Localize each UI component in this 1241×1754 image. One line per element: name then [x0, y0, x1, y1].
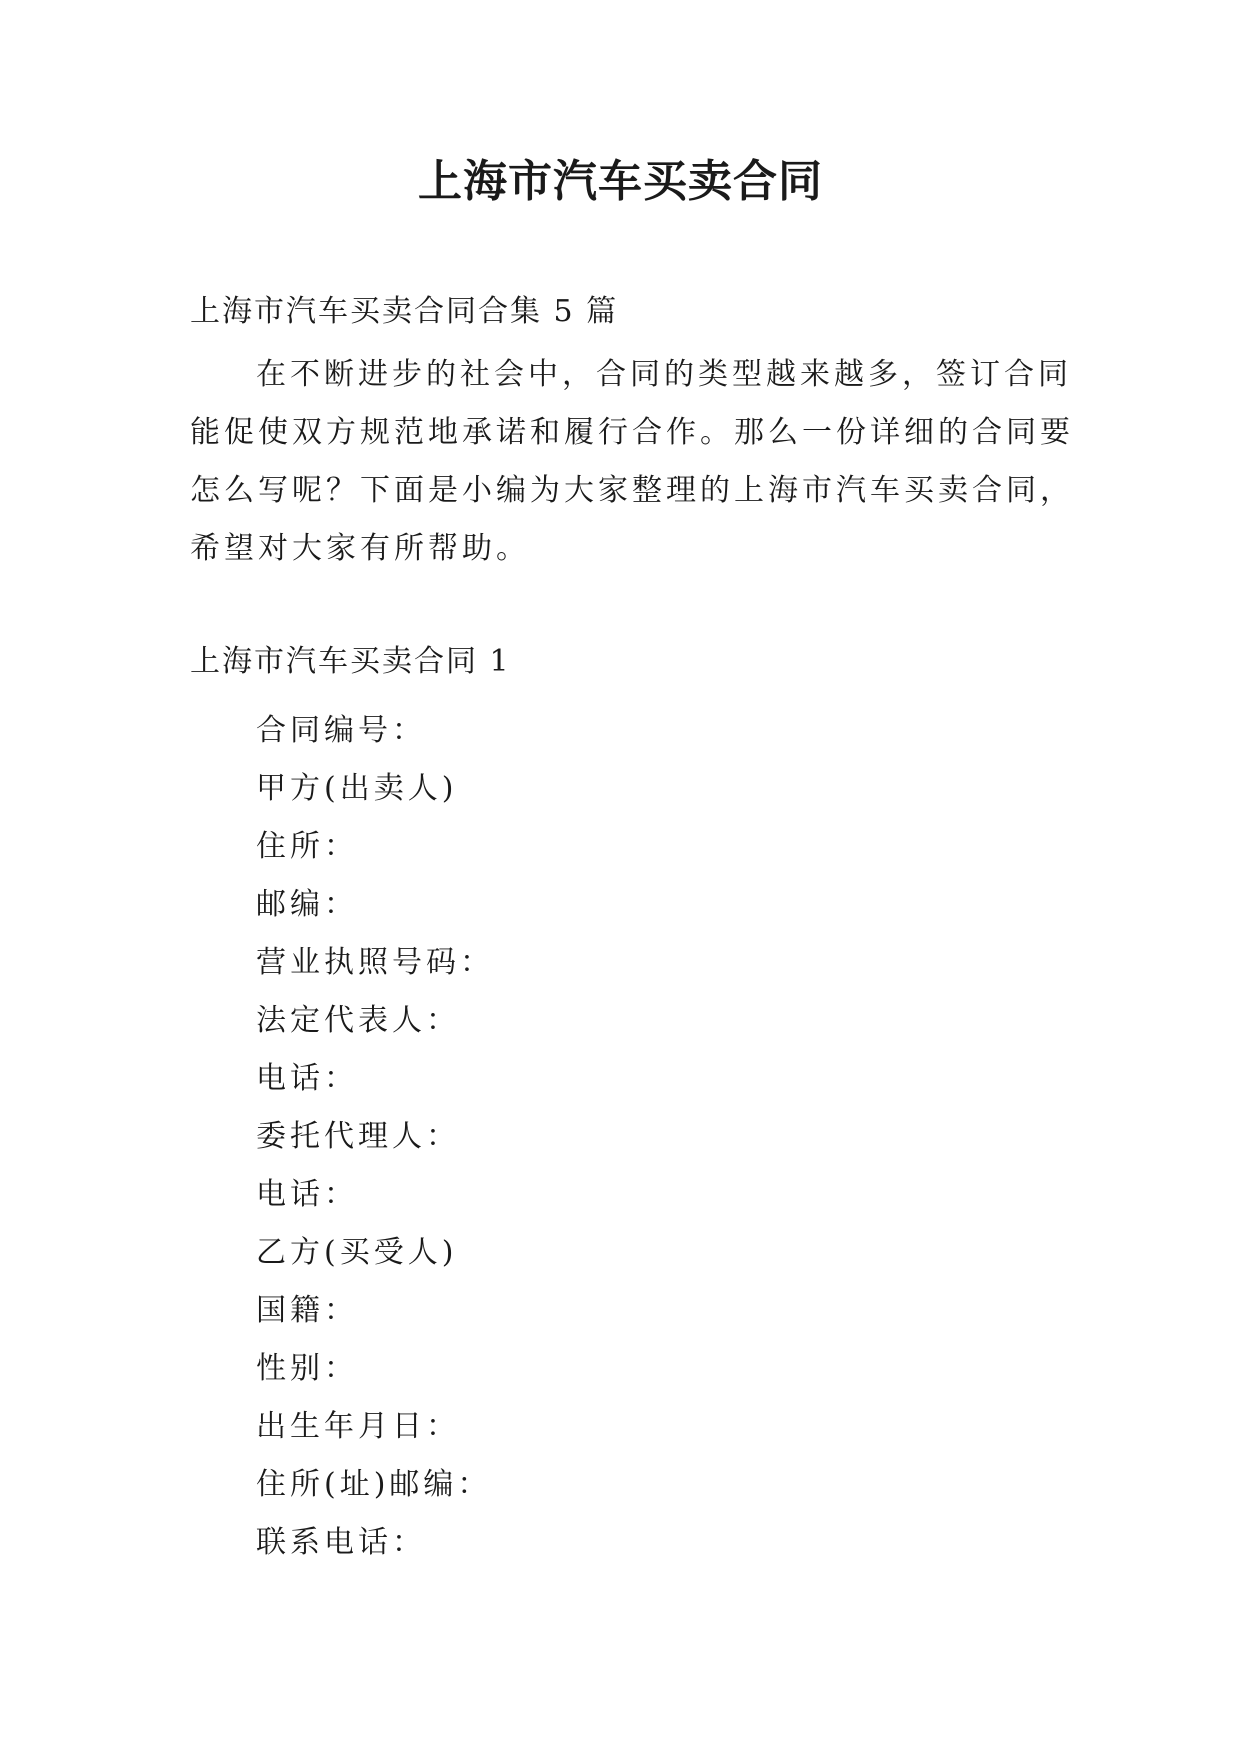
- field-agent-phone: 电话：: [256, 1177, 358, 1212]
- field-nationality: 国籍：: [256, 1293, 358, 1328]
- document-subtitle: 上海市汽车买卖合同合集 5 篇: [190, 294, 619, 329]
- section-heading: 上海市汽车买卖合同 1: [190, 644, 511, 679]
- field-agent: 委托代理人：: [256, 1119, 460, 1154]
- field-gender: 性别：: [256, 1351, 358, 1386]
- field-business-license: 营业执照号码：: [256, 945, 494, 980]
- field-phone: 电话：: [256, 1061, 358, 1096]
- intro-line: 能促使双方规范地承诺和履行合作。那么一份详细的合同要: [190, 415, 1074, 450]
- contract-field-list: [256, 702, 956, 1572]
- intro-paragraph: [190, 346, 1074, 578]
- field-postcode: 邮编：: [256, 887, 358, 922]
- field-address: 住所：: [256, 829, 358, 864]
- intro-line: 希望对大家有所帮助。: [190, 531, 530, 566]
- field-legal-representative: 法定代表人：: [256, 1003, 460, 1038]
- field-party-a: 甲方(出卖人): [256, 771, 458, 806]
- intro-line: 在不断进步的社会中，合同的类型越来越多，签订合同: [256, 357, 1072, 392]
- intro-line: 怎么写呢？下面是小编为大家整理的上海市汽车买卖合同，: [190, 473, 1074, 508]
- field-party-b: 乙方(买受人): [256, 1235, 458, 1270]
- field-contact-phone: 联系电话：: [256, 1525, 426, 1560]
- field-residence-postcode: 住所(址)邮编：: [256, 1467, 492, 1502]
- field-birth-date: 出生年月日：: [256, 1409, 460, 1444]
- document-title: 上海市汽车买卖合同: [418, 156, 823, 207]
- field-contract-number: 合同编号：: [256, 713, 426, 748]
